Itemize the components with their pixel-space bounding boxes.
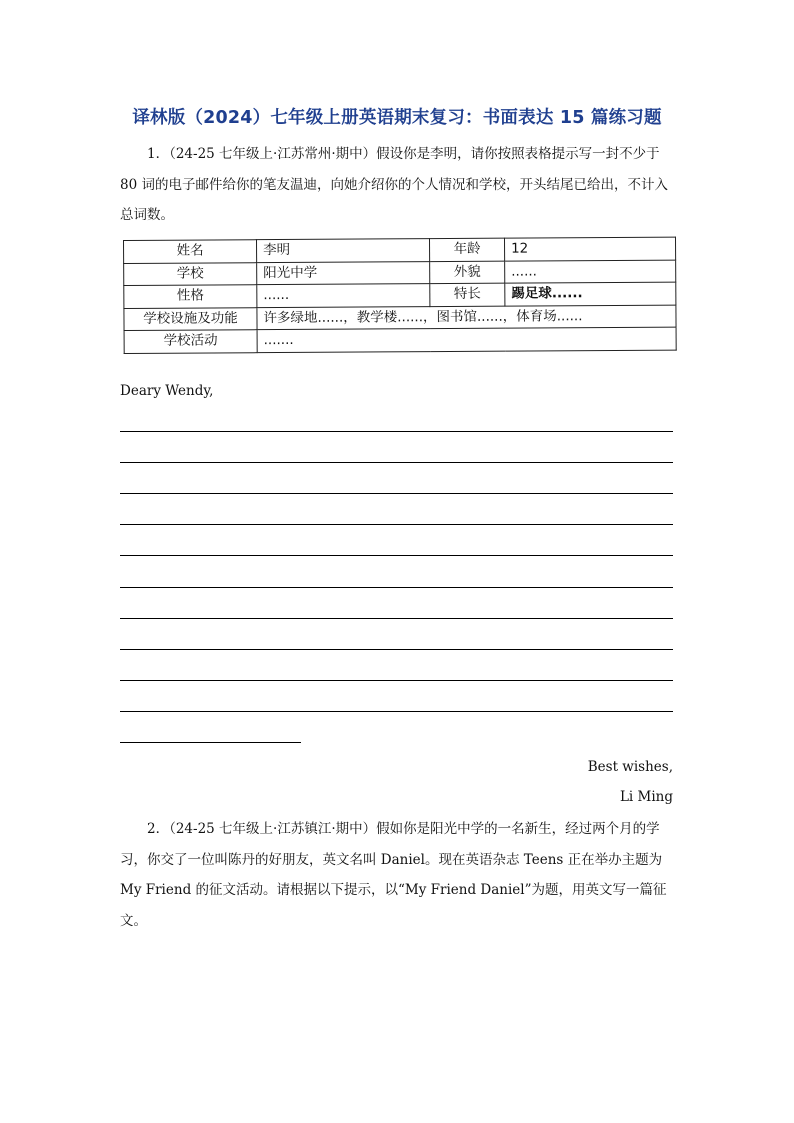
table-cell: 外貌 (430, 261, 505, 284)
table-cell: 年龄 (429, 238, 504, 261)
writing-line (120, 524, 673, 525)
table-cell: 学校设施及功能 (124, 307, 257, 330)
table-cell: ...... (257, 284, 430, 308)
table-row (124, 260, 676, 286)
letter-salutation: Deary Wendy, (120, 383, 214, 399)
table-row (124, 282, 676, 308)
writing-line (120, 493, 673, 494)
document-title: 译林版（2024）七年级上册英语期末复习：书面表达 15 篇练习题 (132, 108, 662, 128)
letter-closing: Best wishes, (587, 759, 673, 775)
writing-line (120, 680, 673, 681)
table-cell: 阳光中学 (257, 261, 430, 285)
table-cell: 李明 (257, 239, 430, 263)
writing-line (120, 462, 673, 463)
table-cell: 特长 (430, 283, 505, 306)
writing-line-short (120, 742, 301, 743)
table-cell: 学校活动 (124, 330, 257, 353)
table-cell: 许多绿地......，教学楼......，图书馆......，体育场...... (257, 305, 676, 330)
writing-line (120, 587, 673, 588)
table-cell: 学校 (124, 262, 257, 285)
table-row (124, 327, 676, 353)
table-cell: 姓名 (124, 240, 257, 263)
writing-line (120, 555, 673, 556)
table-cell: 12 (504, 237, 675, 261)
table-row (124, 237, 676, 263)
table-cell: ....... (257, 327, 676, 352)
writing-line (120, 618, 673, 619)
writing-line (120, 711, 673, 712)
table-cell: 性格 (124, 285, 257, 308)
table-row (124, 305, 676, 331)
info-table (123, 237, 677, 354)
table-cell: 踢足球...... (505, 282, 676, 306)
question-2-text: 2．（24-25 七年级上·江苏镇江·期中）假如你是阳光中学的一名新生，经过两个月的学习，你交了一位叫陈丹的好朋友，英文名叫 Daniel。现在英语杂志 Teens 正在举办主题为 My Friend 的征文活动。请根据以下提示，以“My Friend Daniel”为题，用英文写一篇征文。 (120, 821, 667, 929)
writing-line (120, 431, 673, 432)
table-cell: ...... (505, 260, 676, 284)
question-1-text: 1．（24-25 七年级上·江苏常州·期中）假设你是李明，请你按照表格提示写一封不少于 80 词的电子邮件给你的笔友温迪，向她介绍你的个人情况和学校，开头结尾已给出，不计入总词数。 (120, 146, 668, 223)
letter-signature: Li Ming (619, 789, 673, 805)
writing-line (120, 649, 673, 650)
